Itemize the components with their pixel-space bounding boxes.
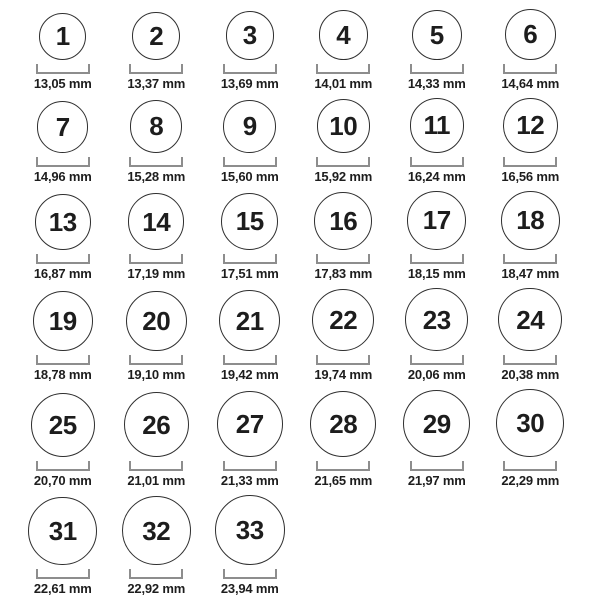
ring-size-number: 23: [422, 304, 451, 335]
diameter-ruler: [316, 66, 370, 74]
ring-size-number: 12: [516, 110, 545, 141]
diameter-label: 20,38 mm: [501, 367, 560, 383]
ring-circle: [122, 496, 191, 565]
diameter-ruler: [223, 463, 277, 471]
diameter-label: 16,24 mm: [407, 168, 466, 184]
ring-size-number: 18: [516, 205, 545, 236]
ring-size-cell: [390, 191, 484, 281]
ring-size-row: [16, 9, 600, 91]
diameter-ruler: [410, 256, 464, 264]
ring-size-cell: [390, 390, 484, 488]
diameter-label: 23,94 mm: [220, 581, 279, 597]
diameter-label: 13,05 mm: [33, 75, 92, 91]
diameter-ruler: [503, 256, 557, 264]
ring-size-cell: [110, 392, 204, 488]
diameter-ruler: [129, 357, 183, 365]
ring-size-number: 19: [48, 306, 77, 337]
diameter-ruler: [223, 256, 277, 264]
diameter-label: 15,28 mm: [127, 168, 186, 184]
ring-size-number: 9: [242, 111, 257, 142]
diameter-label: 19,10 mm: [127, 367, 186, 383]
ring-size-number: 2: [149, 20, 164, 51]
ring-size-number: 4: [336, 20, 351, 51]
diameter-label: 14,33 mm: [407, 75, 466, 91]
ring-size-cell: [297, 391, 391, 488]
ring-size-cell: [203, 495, 297, 596]
ring-circle: [132, 12, 180, 60]
diameter-ruler: [316, 463, 370, 471]
diameter-label: 17,83 mm: [314, 265, 373, 281]
ring-circle: [219, 290, 280, 351]
diameter-label: 19,42 mm: [220, 367, 279, 383]
diameter-label: 15,60 mm: [220, 168, 279, 184]
diameter-ruler: [36, 357, 90, 365]
diameter-ruler: [129, 256, 183, 264]
ring-size-number: 16: [329, 205, 358, 236]
ring-size-number: 5: [429, 19, 444, 50]
ring-circle: [498, 288, 562, 352]
ring-circle: [405, 288, 468, 351]
ring-size-cell: [16, 194, 110, 281]
ring-size-number: 1: [55, 21, 70, 52]
ring-size-cell: [203, 11, 297, 90]
ring-size-cell: [110, 12, 204, 91]
diameter-ruler: [223, 159, 277, 167]
ring-size-cell: [16, 13, 110, 91]
diameter-label: 21,97 mm: [407, 473, 466, 489]
diameter-ruler: [36, 571, 90, 579]
diameter-label: 18,15 mm: [407, 265, 466, 281]
diameter-ruler: [36, 463, 90, 471]
diameter-ruler: [316, 256, 370, 264]
diameter-label: 22,29 mm: [501, 473, 560, 489]
ring-size-cell: [203, 193, 297, 281]
diameter-label: 22,92 mm: [127, 581, 186, 597]
diameter-ruler: [503, 463, 557, 471]
ring-size-number: 27: [235, 409, 264, 440]
ring-circle: [124, 392, 189, 457]
diameter-ruler: [36, 66, 90, 74]
ring-circle: [314, 192, 372, 250]
diameter-label: 14,96 mm: [33, 168, 92, 184]
diameter-label: 13,37 mm: [127, 75, 186, 91]
ring-size-number: 29: [422, 408, 451, 439]
diameter-ruler: [129, 159, 183, 167]
ring-size-number: 10: [329, 110, 358, 141]
diameter-ruler: [129, 571, 183, 579]
ring-size-number: 6: [523, 19, 538, 50]
ring-circle: [223, 100, 276, 153]
ring-size-number: 15: [235, 206, 264, 237]
ring-circle: [130, 100, 182, 152]
ring-circle: [505, 9, 556, 60]
ring-circle: [407, 191, 466, 250]
ring-circle: [215, 495, 285, 565]
ring-size-cell: [484, 191, 578, 281]
diameter-label: 21,65 mm: [314, 473, 373, 489]
diameter-label: 15,92 mm: [314, 168, 373, 184]
ring-circle: [35, 194, 91, 250]
diameter-ruler: [223, 571, 277, 579]
ring-size-cell: [390, 10, 484, 91]
ring-size-cell: [16, 497, 110, 597]
diameter-label: 14,64 mm: [501, 75, 560, 91]
diameter-label: 17,51 mm: [220, 265, 279, 281]
diameter-label: 14,01 mm: [314, 75, 373, 91]
ring-size-number: 24: [516, 304, 545, 335]
diameter-label: 16,56 mm: [501, 168, 560, 184]
diameter-label: 19,74 mm: [314, 367, 373, 383]
diameter-label: 18,78 mm: [33, 367, 92, 383]
ring-size-cell: [297, 10, 391, 90]
ring-size-cell: [16, 291, 110, 382]
diameter-label: 20,70 mm: [33, 473, 92, 489]
ring-circle: [503, 98, 558, 153]
ring-circle: [410, 98, 464, 152]
ring-size-number: 13: [48, 206, 77, 237]
ring-circle: [317, 99, 370, 152]
diameter-ruler: [503, 159, 557, 167]
ring-size-cell: [203, 290, 297, 382]
ring-size-cell: [110, 496, 204, 596]
diameter-label: 20,06 mm: [407, 367, 466, 383]
ring-size-cell: [203, 100, 297, 184]
ring-size-cell: [110, 100, 204, 183]
diameter-label: 16,87 mm: [33, 265, 92, 281]
ring-size-cell: [390, 288, 484, 382]
ring-circle: [226, 11, 274, 59]
diameter-ruler: [316, 357, 370, 365]
ring-size-row: [16, 495, 600, 596]
ring-circle: [33, 291, 93, 351]
ring-circle: [217, 391, 283, 457]
diameter-ruler: [410, 463, 464, 471]
ring-size-cell: [297, 289, 391, 382]
ring-size-cell: [484, 288, 578, 383]
ring-size-number: 11: [423, 110, 450, 141]
ring-circle: [128, 193, 184, 249]
ring-size-cell: [203, 391, 297, 488]
ring-size-number: 8: [149, 111, 164, 142]
diameter-ruler: [223, 357, 277, 365]
ring-size-cell: [16, 393, 110, 488]
ring-size-cell: [110, 291, 204, 383]
ring-circle: [28, 497, 97, 566]
ring-size-number: 22: [329, 305, 358, 336]
ring-circle: [319, 10, 368, 59]
ring-circle: [310, 391, 376, 457]
ring-size-number: 20: [142, 305, 171, 336]
ring-size-number: 3: [242, 20, 257, 51]
ring-size-number: 31: [48, 515, 77, 546]
ring-size-number: 30: [516, 408, 545, 439]
ring-size-number: 33: [235, 515, 264, 546]
ring-circle: [39, 13, 86, 60]
diameter-ruler: [36, 159, 90, 167]
ring-size-number: 26: [142, 409, 171, 440]
diameter-ruler: [36, 256, 90, 264]
ring-size-cell: [297, 192, 391, 281]
ring-size-cell: [484, 98, 578, 184]
ring-size-number: 17: [422, 205, 451, 236]
ring-size-cell: [390, 98, 484, 183]
ring-size-number: 21: [235, 305, 264, 336]
diameter-label: 21,33 mm: [220, 473, 279, 489]
ring-circle: [37, 101, 88, 152]
ring-size-number: 32: [142, 515, 171, 546]
diameter-ruler: [223, 66, 277, 74]
diameter-ruler: [410, 159, 464, 167]
ring-circle: [496, 389, 564, 457]
ring-circle: [31, 393, 95, 457]
ring-circle: [221, 193, 278, 250]
ring-size-cell: [484, 9, 578, 91]
ring-size-cell: [16, 101, 110, 183]
diameter-ruler: [410, 357, 464, 365]
diameter-label: 21,01 mm: [127, 473, 186, 489]
ring-size-number: 14: [142, 206, 171, 237]
diameter-label: 17,19 mm: [127, 265, 186, 281]
ring-size-number: 25: [48, 410, 77, 441]
ring-size-row: [16, 288, 600, 383]
ring-circle: [412, 10, 462, 60]
diameter-label: 13,69 mm: [220, 75, 279, 91]
diameter-ruler: [129, 66, 183, 74]
ring-size-number: 28: [329, 408, 358, 439]
ring-circle: [312, 289, 374, 351]
ring-size-number: 7: [55, 111, 70, 142]
diameter-label: 22,61 mm: [33, 581, 92, 597]
ring-circle: [126, 291, 187, 352]
ring-size-cell: [484, 389, 578, 488]
ring-size-row: [16, 98, 600, 184]
diameter-ruler: [410, 66, 464, 74]
diameter-ruler: [129, 463, 183, 471]
diameter-ruler: [316, 159, 370, 167]
diameter-ruler: [503, 357, 557, 365]
ring-circle: [403, 390, 470, 457]
diameter-ruler: [503, 66, 557, 74]
diameter-label: 18,47 mm: [501, 265, 560, 281]
ring-size-cell: [110, 193, 204, 280]
ring-size-row: [16, 389, 600, 488]
ring-size-cell: [297, 99, 391, 183]
ring-size-row: [16, 191, 600, 281]
ring-circle: [501, 191, 560, 250]
